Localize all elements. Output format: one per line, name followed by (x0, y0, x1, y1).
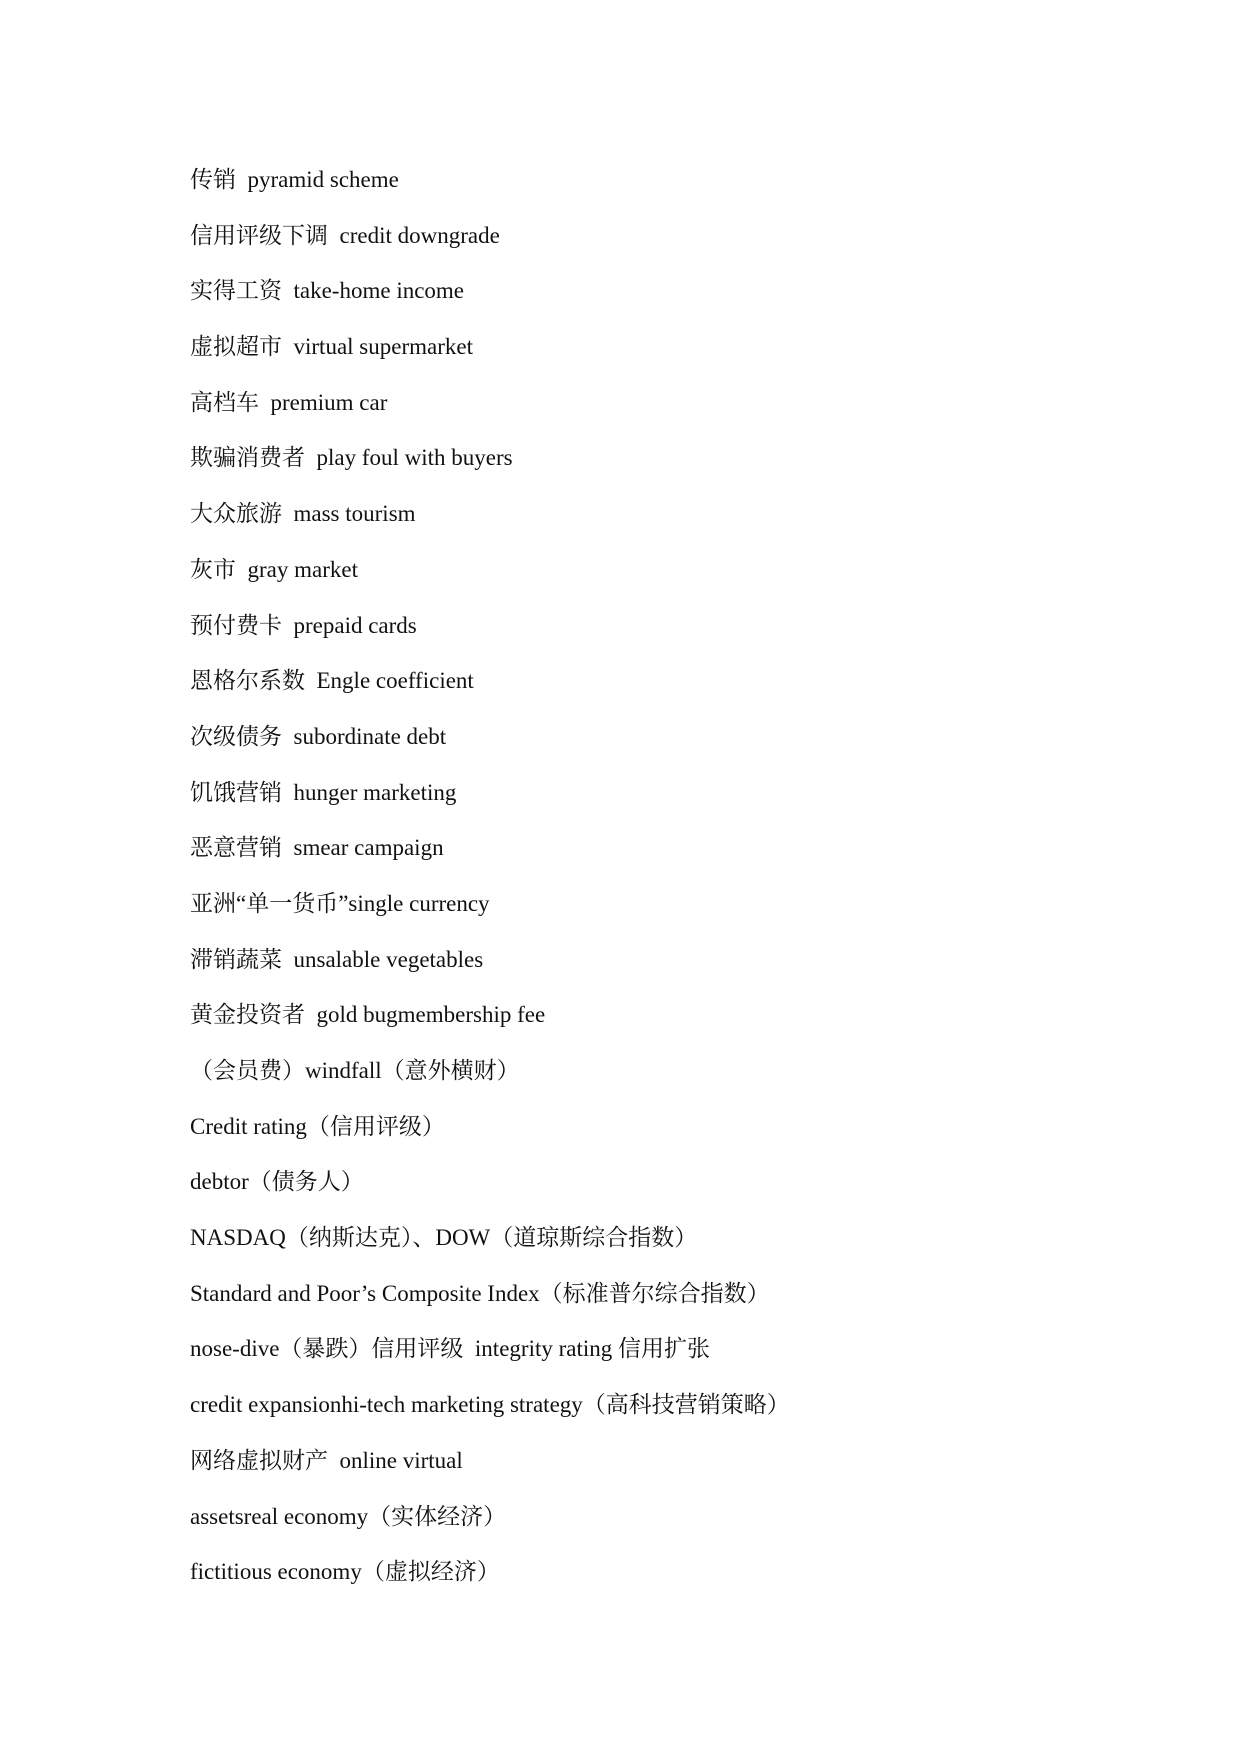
glossary-line: 传销 pyramid scheme (190, 167, 399, 192)
glossary-line: assetsreal economy（实体经济） (190, 1503, 507, 1529)
glossary-line: Standard and Poor’s Composite Index（标准普尔综合指数） (190, 1280, 770, 1306)
glossary-line: 欺骗消费者 play foul with buyers (190, 445, 513, 471)
glossary-line: 信用评级下调 credit downgrade (190, 222, 500, 248)
glossary-line: 饥饿营销 hunger marketing (190, 779, 457, 805)
glossary-line: 虚拟超市 virtual supermarket (190, 334, 473, 360)
glossary-list (190, 152, 1190, 1600)
glossary-line: 高档车 premium car (190, 389, 388, 415)
glossary-line: 灰市 gray market (190, 556, 358, 582)
glossary-line: 黄金投资者 gold bugmembership fee (190, 1002, 546, 1028)
glossary-line: 滞销蔬菜 unsalable vegetables (190, 946, 484, 972)
glossary-line: 大众旅游 mass tourism (190, 501, 416, 527)
glossary-line: credit expansionhi-tech marketing strategy（高科技营销策略） (190, 1392, 790, 1418)
glossary-line: （会员费）windfall（意外横财） (190, 1058, 520, 1083)
glossary-line: 恩格尔系数 Engle coefficient (190, 668, 474, 694)
glossary-line: fictitious economy（虚拟经济） (190, 1559, 500, 1585)
glossary-line: 恶意营销 smear campaign (190, 835, 444, 861)
glossary-line: 次级债务 subordinate debt (190, 723, 447, 749)
glossary-line: nose-dive（暴跌）信用评级 integrity rating 信用扩张 (190, 1336, 710, 1362)
glossary-line: 预付费卡 prepaid cards (190, 612, 417, 638)
glossary-line: 网络虚拟财产 online virtual (190, 1447, 463, 1473)
glossary-line: 实得工资 take-home income (190, 278, 465, 304)
glossary-line: NASDAQ（纳斯达克）、DOW（道琼斯综合指数） (190, 1225, 698, 1251)
glossary-line: 亚洲“单一货币”single currency (190, 890, 490, 916)
glossary-line: Credit rating（信用评级） (190, 1113, 445, 1139)
glossary-line: debtor（债务人） (190, 1169, 364, 1195)
